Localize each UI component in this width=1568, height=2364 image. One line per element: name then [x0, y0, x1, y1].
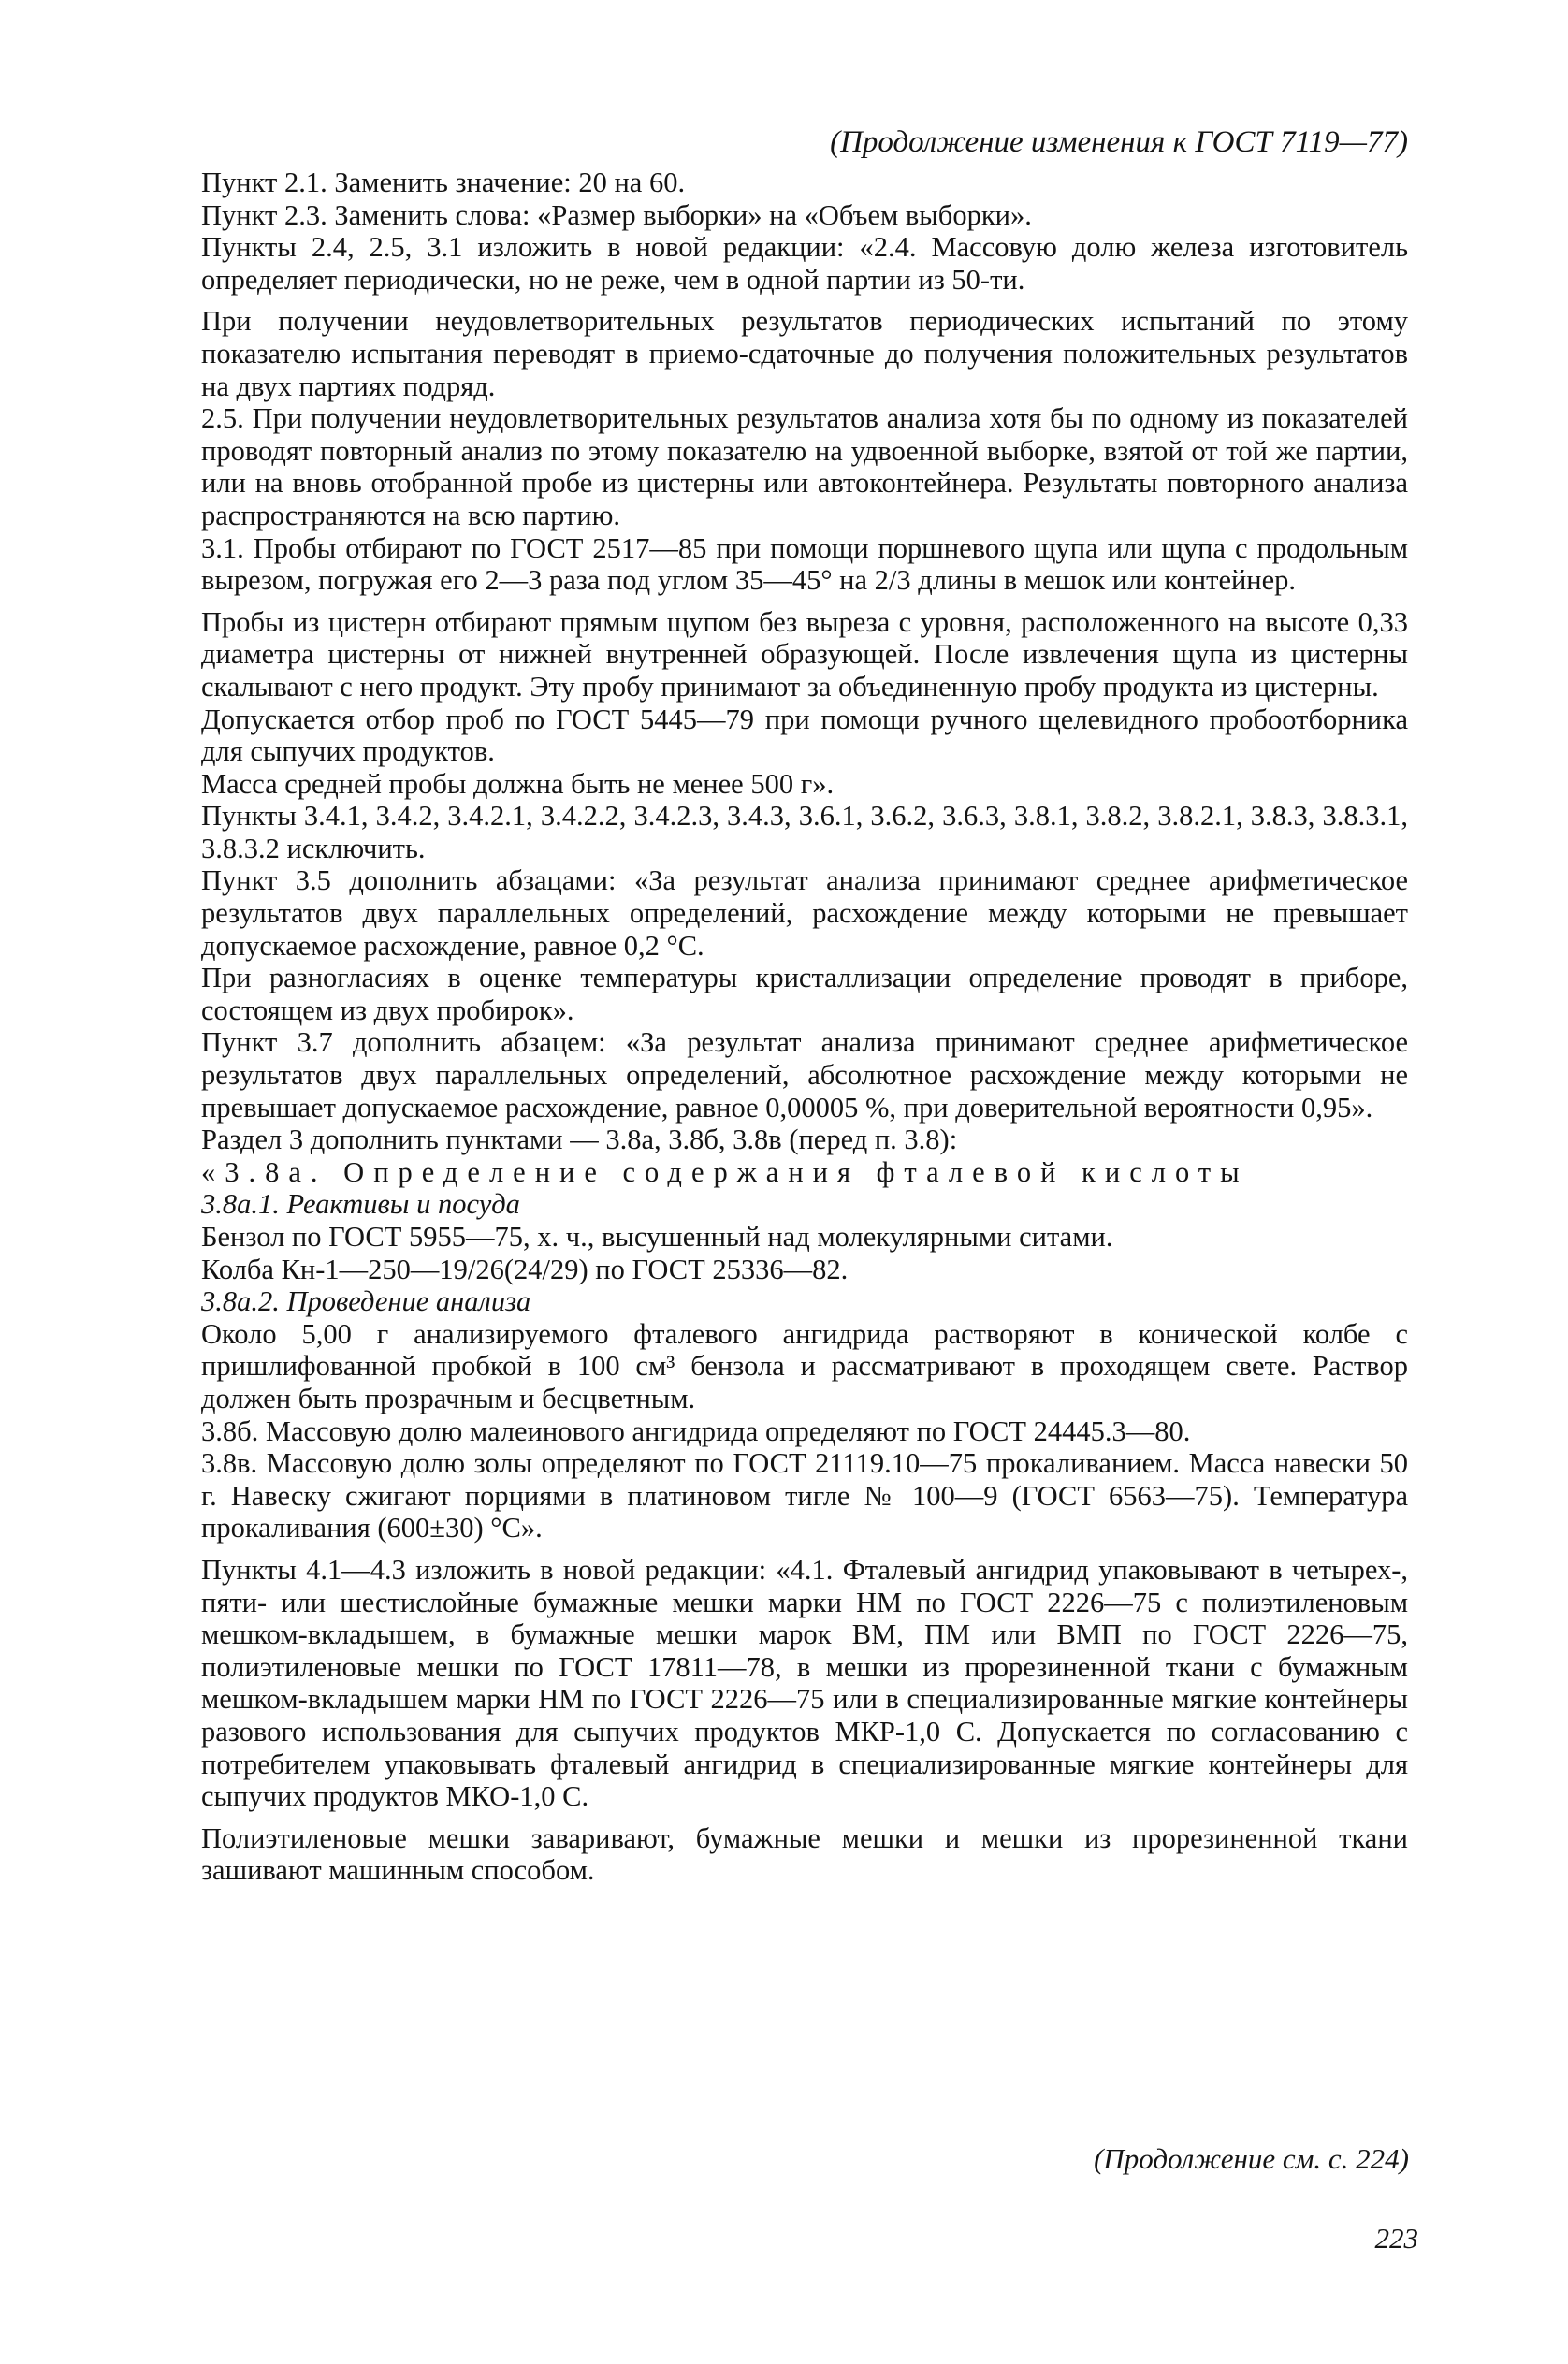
- paragraph: Бензол по ГОСТ 5955—75, х. ч., высушенный над молекулярными ситами.: [201, 1221, 1113, 1253]
- document-body: [201, 167, 1408, 1887]
- paragraph: Пункты 4.1—4.3 изложить в новой редакции: «4.1. Фталевый ангидрид упаковывают в четырех-, пяти- или шестислойные бумажные мешки марки НМ по ГОСТ 2226—75 с полиэтиленовым мешком-вкладышем, в бумажные мешки марок ВМ, ПМ или ВМП по ГОСТ 2226—75, полиэтиленовые мешки по ГОСТ 17811—78, в мешки из прорезиненной ткани с бумажным мешком-вкладышем марки НМ по ГОСТ 2226—75 или в специализированные мягкие контейнеры разового использования для сыпучих продуктов МКР-1,0 С. Допускается по согласованию с потребителем упаковывать фталевый ангидрид в специализированные мягкие контейнеры для сыпучих продуктов МКО-1,0 С.: [201, 1553, 1408, 1813]
- section-heading: «3.8а. Определение содержания фталевой кислоты: [201, 1155, 1249, 1188]
- paragraph: Допускается отбор проб по ГОСТ 5445—79 при помощи ручного щелевидного пробоотборника для сыпучих продуктов.: [201, 703, 1408, 768]
- paragraph: 3.8в. Массовую долю золы определяют по ГОСТ 21119.10—75 прокаливанием. Масса навески 50 г. Навеску сжигают порциями в платиновом тигле № 100—9 (ГОСТ 6563—75). Температура прокаливания (600±30) °С».: [201, 1447, 1408, 1545]
- paragraph: Пункт 2.1. Заменить значение: 20 на 60.: [201, 167, 686, 198]
- paragraph: При получении неудовлетворительных результатов периодических испытаний по этому показателю испытания переводят в приемо-сдаточные до получения положительных результатов на двух партиях подряд.: [201, 305, 1408, 402]
- document-page: [201, 122, 1408, 1887]
- paragraph: 3.1. Пробы отбирают по ГОСТ 2517—85 при помощи поршневого щупа или щупа с продольным вырезом, погружая его 2—3 раза под углом 35—45° на 2/3 длины в мешок или контейнер.: [201, 531, 1408, 597]
- paragraph: Пункт 3.5 дополнить абзацами: «За результат анализа принимают среднее арифметическое результатов двух параллельных определений, расхождение между которыми не превышает допускаемое расхождение, равное 0,2 °С.: [201, 864, 1408, 962]
- paragraph: Пробы из цистерн отбирают прямым щупом без выреза с уровня, расположенного на высоте 0,33 диаметра цистерны от нижней внутренней образующей. После извлечения щупа из цистерны скалывают с него продукт. Эту пробу принимают за объединенную пробу продукта из цистерны.: [201, 605, 1408, 703]
- paragraph: При разногласиях в оценке температуры кристаллизации определение проводят в приборе, состоящем из двух пробирок».: [201, 962, 1408, 1026]
- continuation-footer: (Продолжение см. с. 224): [1094, 2142, 1409, 2175]
- paragraph: Пункты 3.4.1, 3.4.2, 3.4.2.1, 3.4.2.2, 3.4.2.3, 3.4.3, 3.6.1, 3.6.2, 3.6.3, 3.8.1, 3.8.2, 3.8.2.1, 3.8.3, 3.8.3.1, 3.8.3.2 исключить.: [201, 800, 1408, 864]
- paragraph: Пункт 2.3. Заменить слова: «Размер выборки» на «Объем выборки».: [201, 198, 1032, 231]
- continuation-header: (Продолжение изменения к ГОСТ 7119—77): [830, 125, 1408, 159]
- paragraph: 2.5. При получении неудовлетворительных результатов анализа хотя бы по одному из показателей проводят повторный анализ по этому показателю на удвоенной выборке, взятой от той же партии, или на вновь отобранной пробе из цистерны или автоконтейнера. Результаты повторного анализа распространяются на всю партию.: [201, 402, 1408, 531]
- subsection-heading: 3.8а.2. Проведение анализа: [201, 1285, 531, 1318]
- paragraph: Пункты 2.4, 2.5, 3.1 изложить в новой редакции: «2.4. Массовую долю железа изготовитель определяет периодически, но не реже, чем в одной партии из 50-ти.: [201, 231, 1408, 296]
- paragraph: Около 5,00 г анализируемого фталевого ангидрида растворяют в конической колбе с пришлифованной пробкой в 100 см³ бензола и рассматривают в проходящем свете. Раствор должен быть прозрачным и бесцветным.: [201, 1317, 1408, 1414]
- paragraph: Полиэтиленовые мешки заваривают, бумажные мешки и мешки из прорезиненной ткани зашивают машинным способом.: [201, 1821, 1408, 1887]
- paragraph: 3.8б. Массовую долю малеинового ангидрида определяют по ГОСТ 24445.3—80.: [201, 1414, 1191, 1447]
- subsection-heading: 3.8а.1. Реактивы и посуда: [201, 1188, 520, 1221]
- page-number: 223: [1374, 2222, 1418, 2255]
- paragraph: Пункт 3.7 дополнить абзацем: «За результат анализа принимают среднее арифметическое результатов двух параллельных определений, абсолютное расхождение между которыми не превышает допускаемое расхождение, равное 0,00005 %, при доверительной вероятности 0,95».: [201, 1026, 1408, 1124]
- paragraph: Масса средней пробы должна быть не менее 500 г».: [201, 767, 835, 800]
- paragraph: Колба Кн-1—250—19/26(24/29) по ГОСТ 25336—82.: [201, 1253, 849, 1285]
- paragraph: Раздел 3 дополнить пунктами — 3.8а, 3.8б, 3.8в (перед п. 3.8):: [201, 1124, 958, 1156]
